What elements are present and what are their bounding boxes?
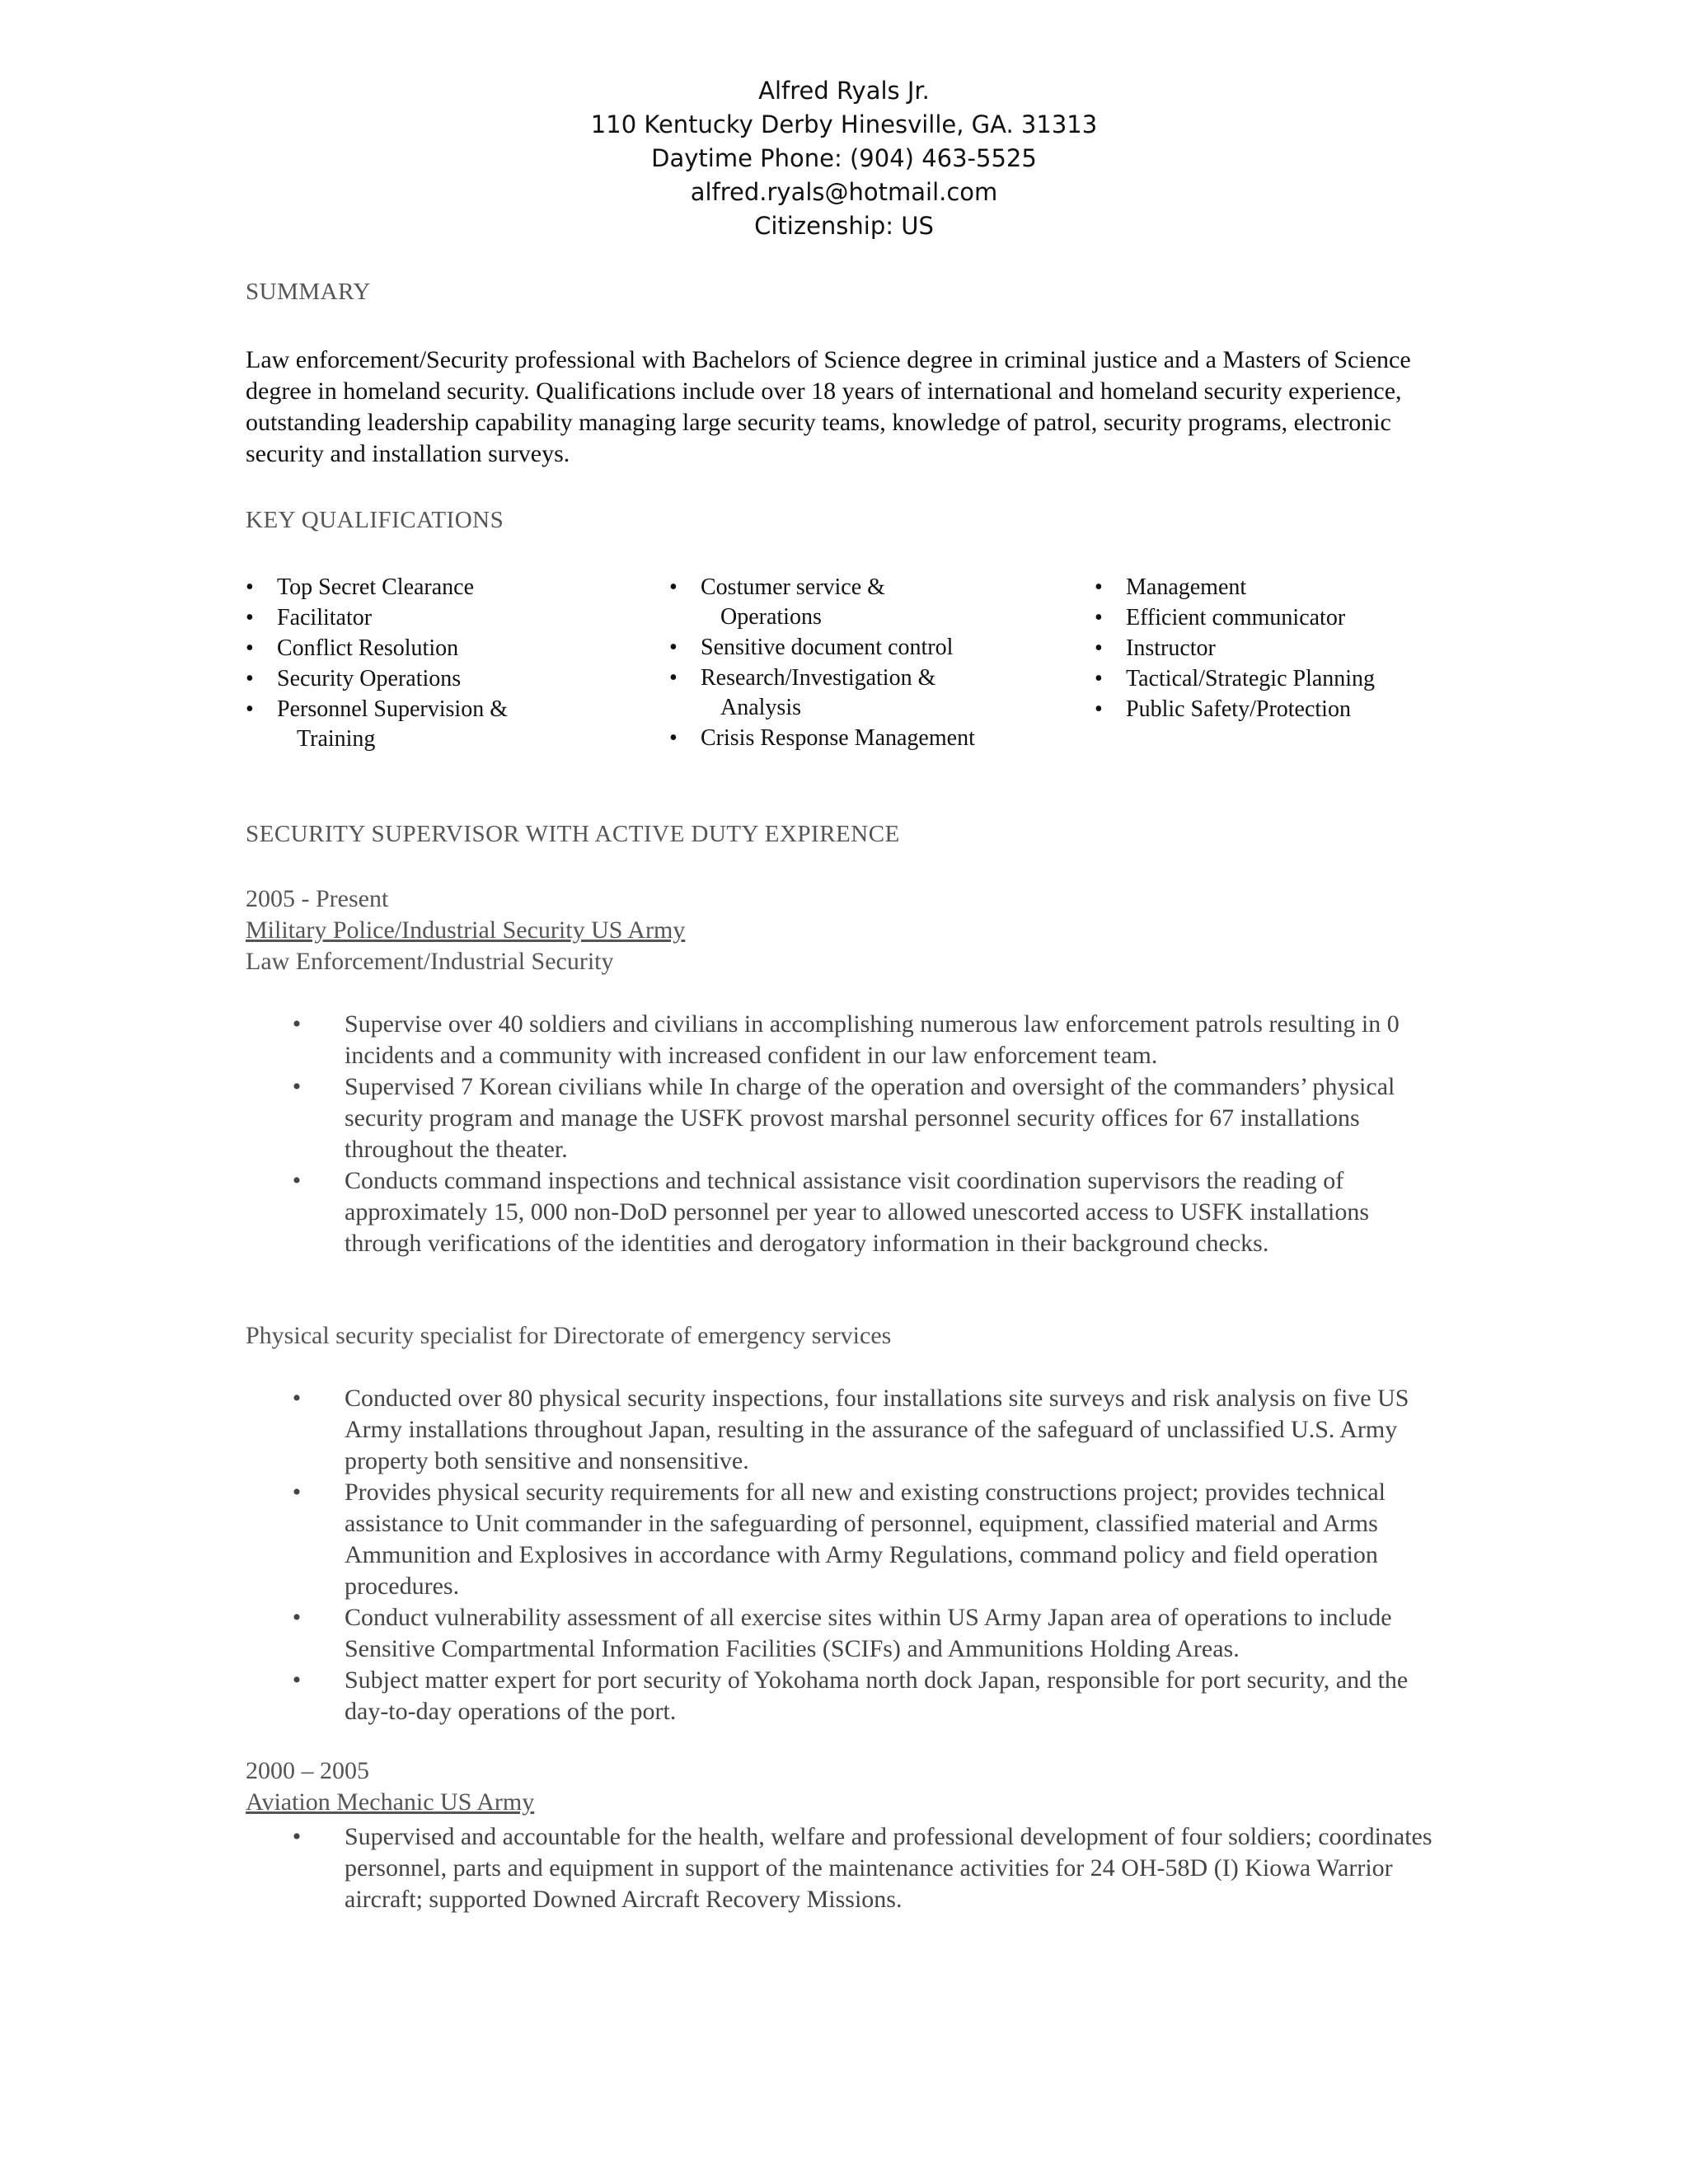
job1-bullet-list [288, 1009, 1434, 1259]
job-bullet: • Supervised and accountable for the health, welfare and professional development of four soldiers; coordinates personnel, parts and equipment in support of the maintenance activities for 24 OH-58D (I) Kiowa Warrior aircraft; supported Downed Aircraft Recovery Missions. [292, 1823, 1432, 1913]
qualifications-column-2 [669, 573, 1065, 754]
qualification-item: • Costumer service & Operations [669, 573, 1065, 632]
job1-subtitle: Law Enforcement/Industrial Security [246, 948, 614, 975]
job2-dates: 2000 – 2005 [246, 1757, 369, 1784]
candidate-email: alfred.ryals@hotmail.com [690, 178, 998, 206]
qualification-item: • Facilitator [246, 603, 633, 633]
job-bullet: • Conduct vulnerability assessment of all exercise sites within US Army Japan area of operations to include Sensitive Compartmental Information Facilities (SCIFs) and Ammunitions Holding Areas. [292, 1604, 1392, 1662]
job-bullet: • Supervised 7 Korean civilians while In charge of the operation and oversight of the commanders’ physical security program and manage the USFK provost marshal personnel security offices for 67 installations throughout the theater. [292, 1073, 1395, 1163]
candidate-address: 110 Kentucky Derby Hinesville, GA. 31313 [590, 110, 1098, 138]
qualification-item: • Management [1095, 573, 1457, 602]
qualification-item: • Personnel Supervision & Training [246, 695, 633, 754]
job-bullet: • Supervise over 40 soldiers and civilians in accomplishing numerous law enforcement patrols resulting in 0 incidents and a community with increased confident in our law enforcement team. [292, 1010, 1400, 1069]
summary-heading: SUMMARY [246, 279, 371, 305]
job1-dates: 2005 - Present [246, 885, 389, 912]
job-bullet: • Conducts command inspections and technical assistance visit coordination supervisors the reading of approximately 15, 000 non-DoD personnel per year to allowed unescorted access to USFK installations through verifications of the identities and derogatory information in their background checks. [292, 1167, 1370, 1257]
job1b-title: Physical security specialist for Directorate of emergency services [246, 1322, 892, 1349]
job-bullet: • Conducted over 80 physical security inspections, four installations site surveys and risk analysis on five US Army installations throughout Japan, resulting in the assurance of the safeguard of unclassified U.S. Army property both sensitive and nonsensitive. [292, 1385, 1409, 1474]
qualification-item: • Tactical/Strategic Planning [1095, 664, 1457, 694]
qualification-item: • Efficient communicator [1095, 603, 1457, 633]
job-bullet: • Subject matter expert for port security of Yokohama north dock Japan, responsible for port security, and the day-to-day operations of the port. [292, 1666, 1409, 1725]
job2-title: Aviation Mechanic US Army [246, 1788, 535, 1816]
qualification-item: • Research/Investigation & Analysis [669, 663, 1065, 723]
candidate-name: Alfred Ryals Jr. [758, 77, 930, 105]
qualification-item: • Public Safety/Protection [1095, 695, 1457, 724]
qualification-item: • Crisis Response Management [669, 724, 1065, 753]
candidate-phone: Daytime Phone: (904) 463-5525 [651, 144, 1037, 172]
qualifications-heading: KEY QUALIFICATIONS [246, 507, 504, 533]
qualification-item: • Top Secret Clearance [246, 573, 633, 602]
experience-heading: SECURITY SUPERVISOR WITH ACTIVE DUTY EXPIRENCE [246, 821, 900, 847]
qualifications-column-1 [246, 573, 633, 755]
contact-header [0, 74, 1688, 243]
qualification-item: • Security Operations [246, 664, 633, 694]
job2-bullet-list [288, 1821, 1434, 1915]
summary-text: Law enforcement/Security professional with Bachelors of Science degree in criminal justice and a Masters of Science degree in homeland security. Qualifications include over 18 years of international and homeland security experience, outstanding leadership capability managing large security teams, knowledge of patrol, security programs, electronic security and installation surveys. [246, 346, 1411, 467]
candidate-citizenship: Citizenship: US [754, 212, 934, 240]
qualification-item: • Conflict Resolution [246, 634, 633, 663]
qualification-item: • Instructor [1095, 634, 1457, 663]
job1-title: Military Police/Industrial Security US Army [246, 916, 686, 944]
qualifications-column-3 [1095, 573, 1457, 725]
job1b-bullet-list [288, 1383, 1434, 1727]
job-bullet: • Provides physical security requirements for all new and existing constructions project; provides technical assistance to Unit commander in the safeguarding of personnel, equipment, classified material and Arms Ammunition and Explosives in accordance with Army Regulations, command policy and field operation procedures. [292, 1479, 1386, 1600]
qualification-item: • Sensitive document control [669, 633, 1065, 663]
